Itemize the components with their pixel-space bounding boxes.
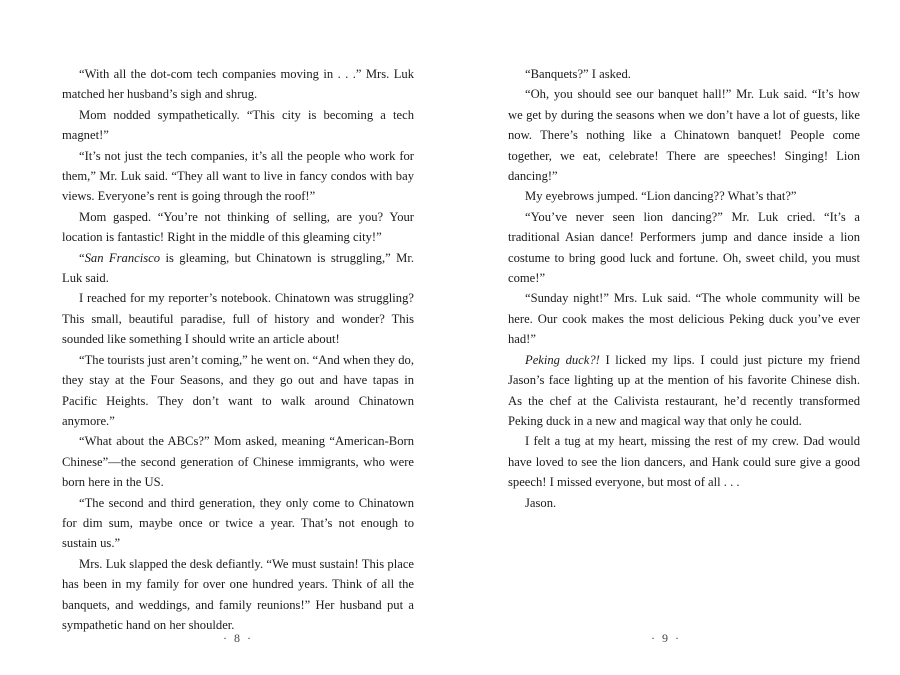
paragraph-text: I licked my lips. I could just picture my friend Jason’s face lighting up at the mention of his favorite Chinese dish. As the chef at the Calivista restaurant, he’d recently transformed Peking duck in a new and magical way that only he could.: [508, 352, 860, 428]
paragraph: My eyebrows jumped. “Lion dancing?? What’s that?”: [525, 189, 797, 204]
paragraph: I felt a tug at my heart, missing the rest of my crew. Dad would have loved to see the lion dancers, and Hank could sure give a good speech! I missed everyone, but most of all . . .: [508, 434, 860, 490]
italic-phrase: San Francisco: [84, 250, 160, 265]
right-page: [508, 64, 860, 513]
paragraph: Mom nodded sympathetically. “This city is becoming a tech magnet!”: [62, 107, 414, 143]
paragraph: “You’ve never seen lion dancing?” Mr. Luk cried. “It’s a traditional Asian dance! Performers jump and dance inside a lion costume to bring good luck and fortune. Oh, sweet child, you must come!”: [508, 209, 860, 286]
paragraph: “Oh, you should see our banquet hall!” Mr. Luk said. “It’s how we get by during the seasons when we don’t have a lot of guests, like now. There’s nothing like a Chinatown banquet! People come together, we eat, celebrate! There are speeches! Singing! Lion dancing!”: [508, 87, 860, 184]
page-number-right: · 9 ·: [651, 631, 681, 645]
paragraph: I reached for my reporter’s notebook. Chinatown was struggling? This small, beautiful paradise, full of history and wonder? This sounded like something I should write an article about!: [62, 291, 414, 347]
paragraph: Jason.: [525, 495, 557, 510]
paragraph-text: is gleaming, but Chinatown is struggling,” Mr. Luk said.: [62, 250, 414, 286]
paragraph: Mrs. Luk slapped the desk defiantly. “We must sustain! This place has been in my family for over one hundred years. Think of all the banquets, and weddings, and family reunions!” Her husband put a sympathetic hand on her shoulder.: [62, 556, 414, 632]
left-page: [62, 64, 414, 635]
italic-phrase: Peking duck?!: [525, 352, 600, 367]
paragraph: “With all the dot-com tech companies moving in . . .” Mrs. Luk matched her husband’s sigh and shrug.: [62, 67, 414, 102]
paragraph: “It’s not just the tech companies, it’s all the people who work for them,” Mr. Luk said. “They all want to live in fancy condos with bay views. Everyone’s rent is going through the roof!”: [62, 148, 414, 204]
paragraph: “The second and third generation, they only come to Chinatown for dim sum, maybe once or twice a year. That’s not enough to sustain us.”: [62, 495, 414, 551]
paragraph: “The tourists just aren’t coming,” he went on. “And when they do, they stay at the Four Seasons, and they go out and have tapas in Pacific Heights. They don’t want to walk around Chinatown anymore.”: [62, 352, 414, 428]
page-number-left: · 8 ·: [223, 631, 253, 645]
paragraph: “What about the ABCs?” Mom asked, meaning “American-Born Chinese”—the second generation of Chinese immigrants, who were born here in the US.: [62, 434, 414, 490]
paragraph: “Sunday night!” Mrs. Luk said. “The whole community will be here. Our cook makes the most delicious Peking duck you’ve ever had!”: [508, 291, 860, 347]
paragraph: “San Francisco is gleaming, but Chinatown is struggling,” Mr. Luk said.: [62, 250, 414, 286]
paragraph: Mom gasped. “You’re not thinking of selling, are you? Your location is fantastic! Right in the middle of this gleaming city!”: [62, 209, 414, 245]
paragraph: “Banquets?” I asked.: [525, 67, 631, 81]
paragraph: [508, 350, 860, 432]
